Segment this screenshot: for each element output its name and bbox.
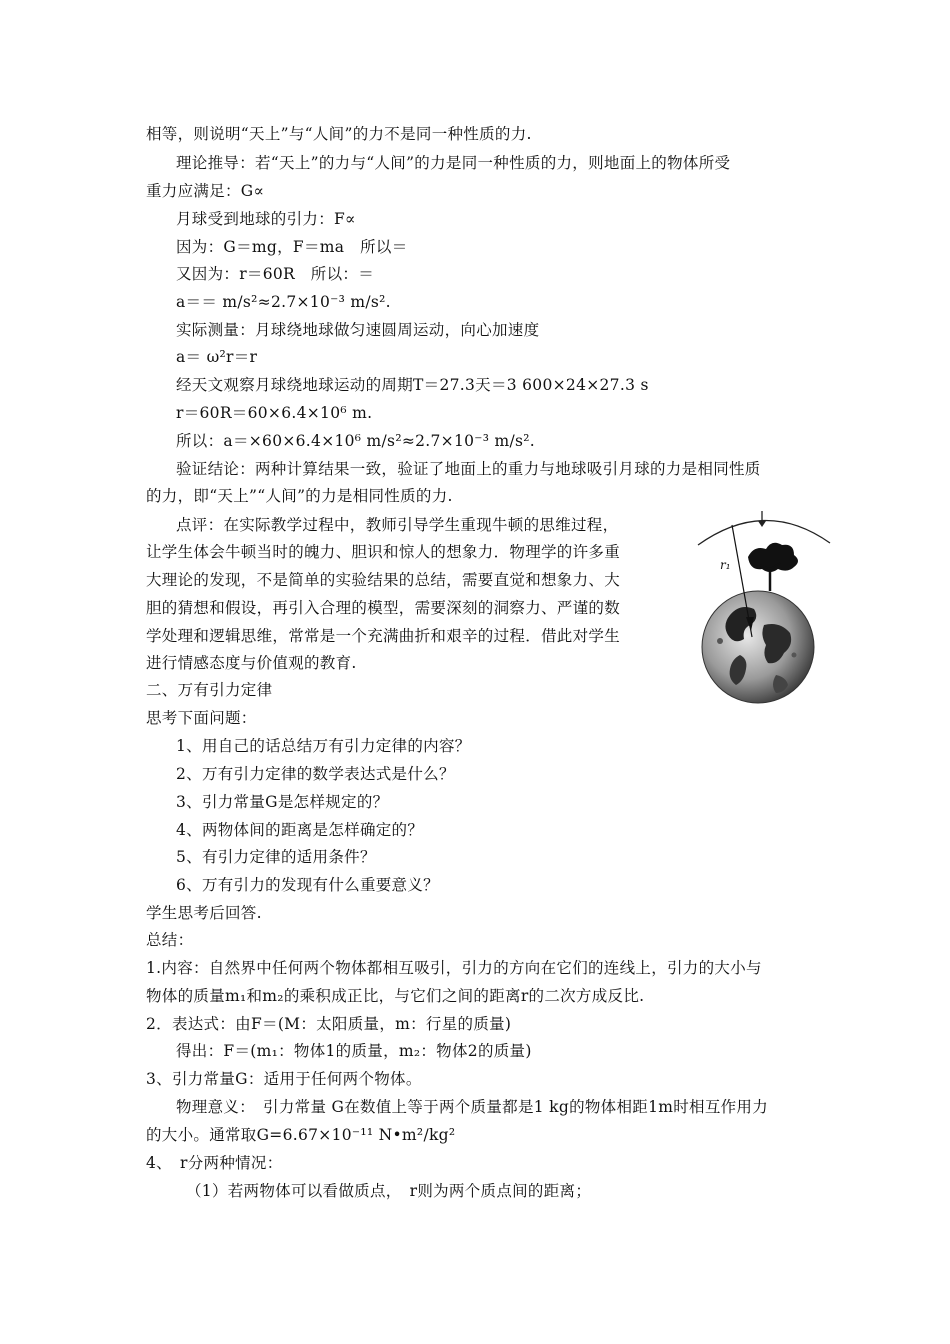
text-line: a＝＝ m/s²≈2.7×10⁻³ m/s². (176, 293, 391, 311)
question-item: 1、用自己的话总结万有引力定律的内容？ (176, 737, 471, 755)
text-line: 经天文观察月球绕地球运动的周期T＝27.3天＝3 600×24×27.3 s (176, 376, 649, 394)
text-line: 物体的质量m₁和m₂的乘积成正比，与它们之间的距离r的二次方成反比. (146, 987, 645, 1005)
text-line: 相等，则说明“天上”与“人间”的力不是同一种性质的力. (146, 125, 532, 143)
text-line: 因为：G＝mg，F＝ma 所以＝ (176, 238, 408, 256)
text-line: 所以：a＝×60×6.4×10⁶ m/s²≈2.7×10⁻³ m/s². (176, 432, 536, 450)
text-line: 总结： (146, 931, 194, 949)
radius-label: r₁ (720, 558, 731, 572)
question-item: 5、有引力定律的适用条件？ (176, 848, 376, 866)
text-line: 4、 r分两种情况： (146, 1154, 283, 1172)
text-line: 月球受到地球的引力：F∝ (176, 210, 356, 228)
text-line: 2．表达式：由F＝(M：太阳质量，m：行星的质量) (146, 1015, 512, 1033)
question-item: 3、引力常量G是怎样规定的？ (176, 793, 389, 811)
question-item: 4、两物体间的距离是怎样确定的？ (176, 821, 424, 839)
text-line: 理论推导：若“天上”的力与“人间”的力是同一种性质的力，则地面上的物体所受 (176, 154, 731, 172)
section-heading: 二、万有引力定律 (146, 681, 273, 699)
text-line: （1）若两物体可以看做质点， r则为两个质点间的距离； (186, 1182, 592, 1200)
text-line: 进行情感态度与价值观的教育. (146, 654, 357, 672)
text-line: 学处理和逻辑思维，常常是一个充满曲折和艰辛的过程．借此对学生 (146, 627, 621, 645)
earth-illustration (690, 505, 840, 717)
text-line: 物理意义： 引力常量 G在数值上等于两个质量都是1 kg的物体相距1m时相互作用力 (176, 1098, 769, 1116)
text-line: 学生思考后回答. (146, 904, 262, 922)
text-line: 大理论的发现，不是简单的实验结果的总结，需要直觉和想象力、大 (146, 571, 621, 589)
text-line: 的力，即“天上”“人间”的力是相同性质的力. (146, 487, 453, 505)
text-line: 得出：F＝(m₁：物体1的质量，m₂：物体2的质量) (176, 1042, 532, 1060)
text-line: 点评：在实际教学过程中，教师引导学生重现牛顿的思维过程， (176, 516, 619, 534)
text-line: 胆的猜想和假设，再引入合理的模型，需要深刻的洞察力、严谨的数 (146, 599, 621, 617)
text-line: 重力应满足：G∝ (146, 182, 265, 200)
earth-tree-figure (690, 505, 840, 717)
question-item: 2、万有引力定律的数学表达式是什么？ (176, 765, 455, 783)
text-line: 1.内容：自然界中任何两个物体都相互吸引，引力的方向在它们的连线上，引力的大小与 (146, 959, 762, 977)
text-line: 3、引力常量G：适用于任何两个物体。 (146, 1070, 422, 1088)
text-line: r＝60R＝60×6.4×10⁶ m. (176, 404, 373, 422)
text-line: 验证结论：两种计算结果一致，验证了地面上的重力与地球吸引月球的力是相同性质 (176, 460, 761, 478)
text-line: a＝ ω²r＝r (176, 348, 258, 366)
text-line: 又因为：r＝60R 所以：＝ (176, 265, 375, 283)
text-line: 思考下面问题： (146, 709, 257, 727)
text-line: 的大小。通常取G=6.67×10⁻¹¹ N•m²/kg² (146, 1126, 456, 1144)
question-item: 6、万有引力的发现有什么重要意义？ (176, 876, 439, 894)
text-line: 实际测量：月球绕地球做匀速圆周运动，向心加速度 (176, 321, 540, 339)
text-line: 让学生体会牛顿当时的魄力、胆识和惊人的想象力．物理学的许多重 (146, 543, 621, 561)
